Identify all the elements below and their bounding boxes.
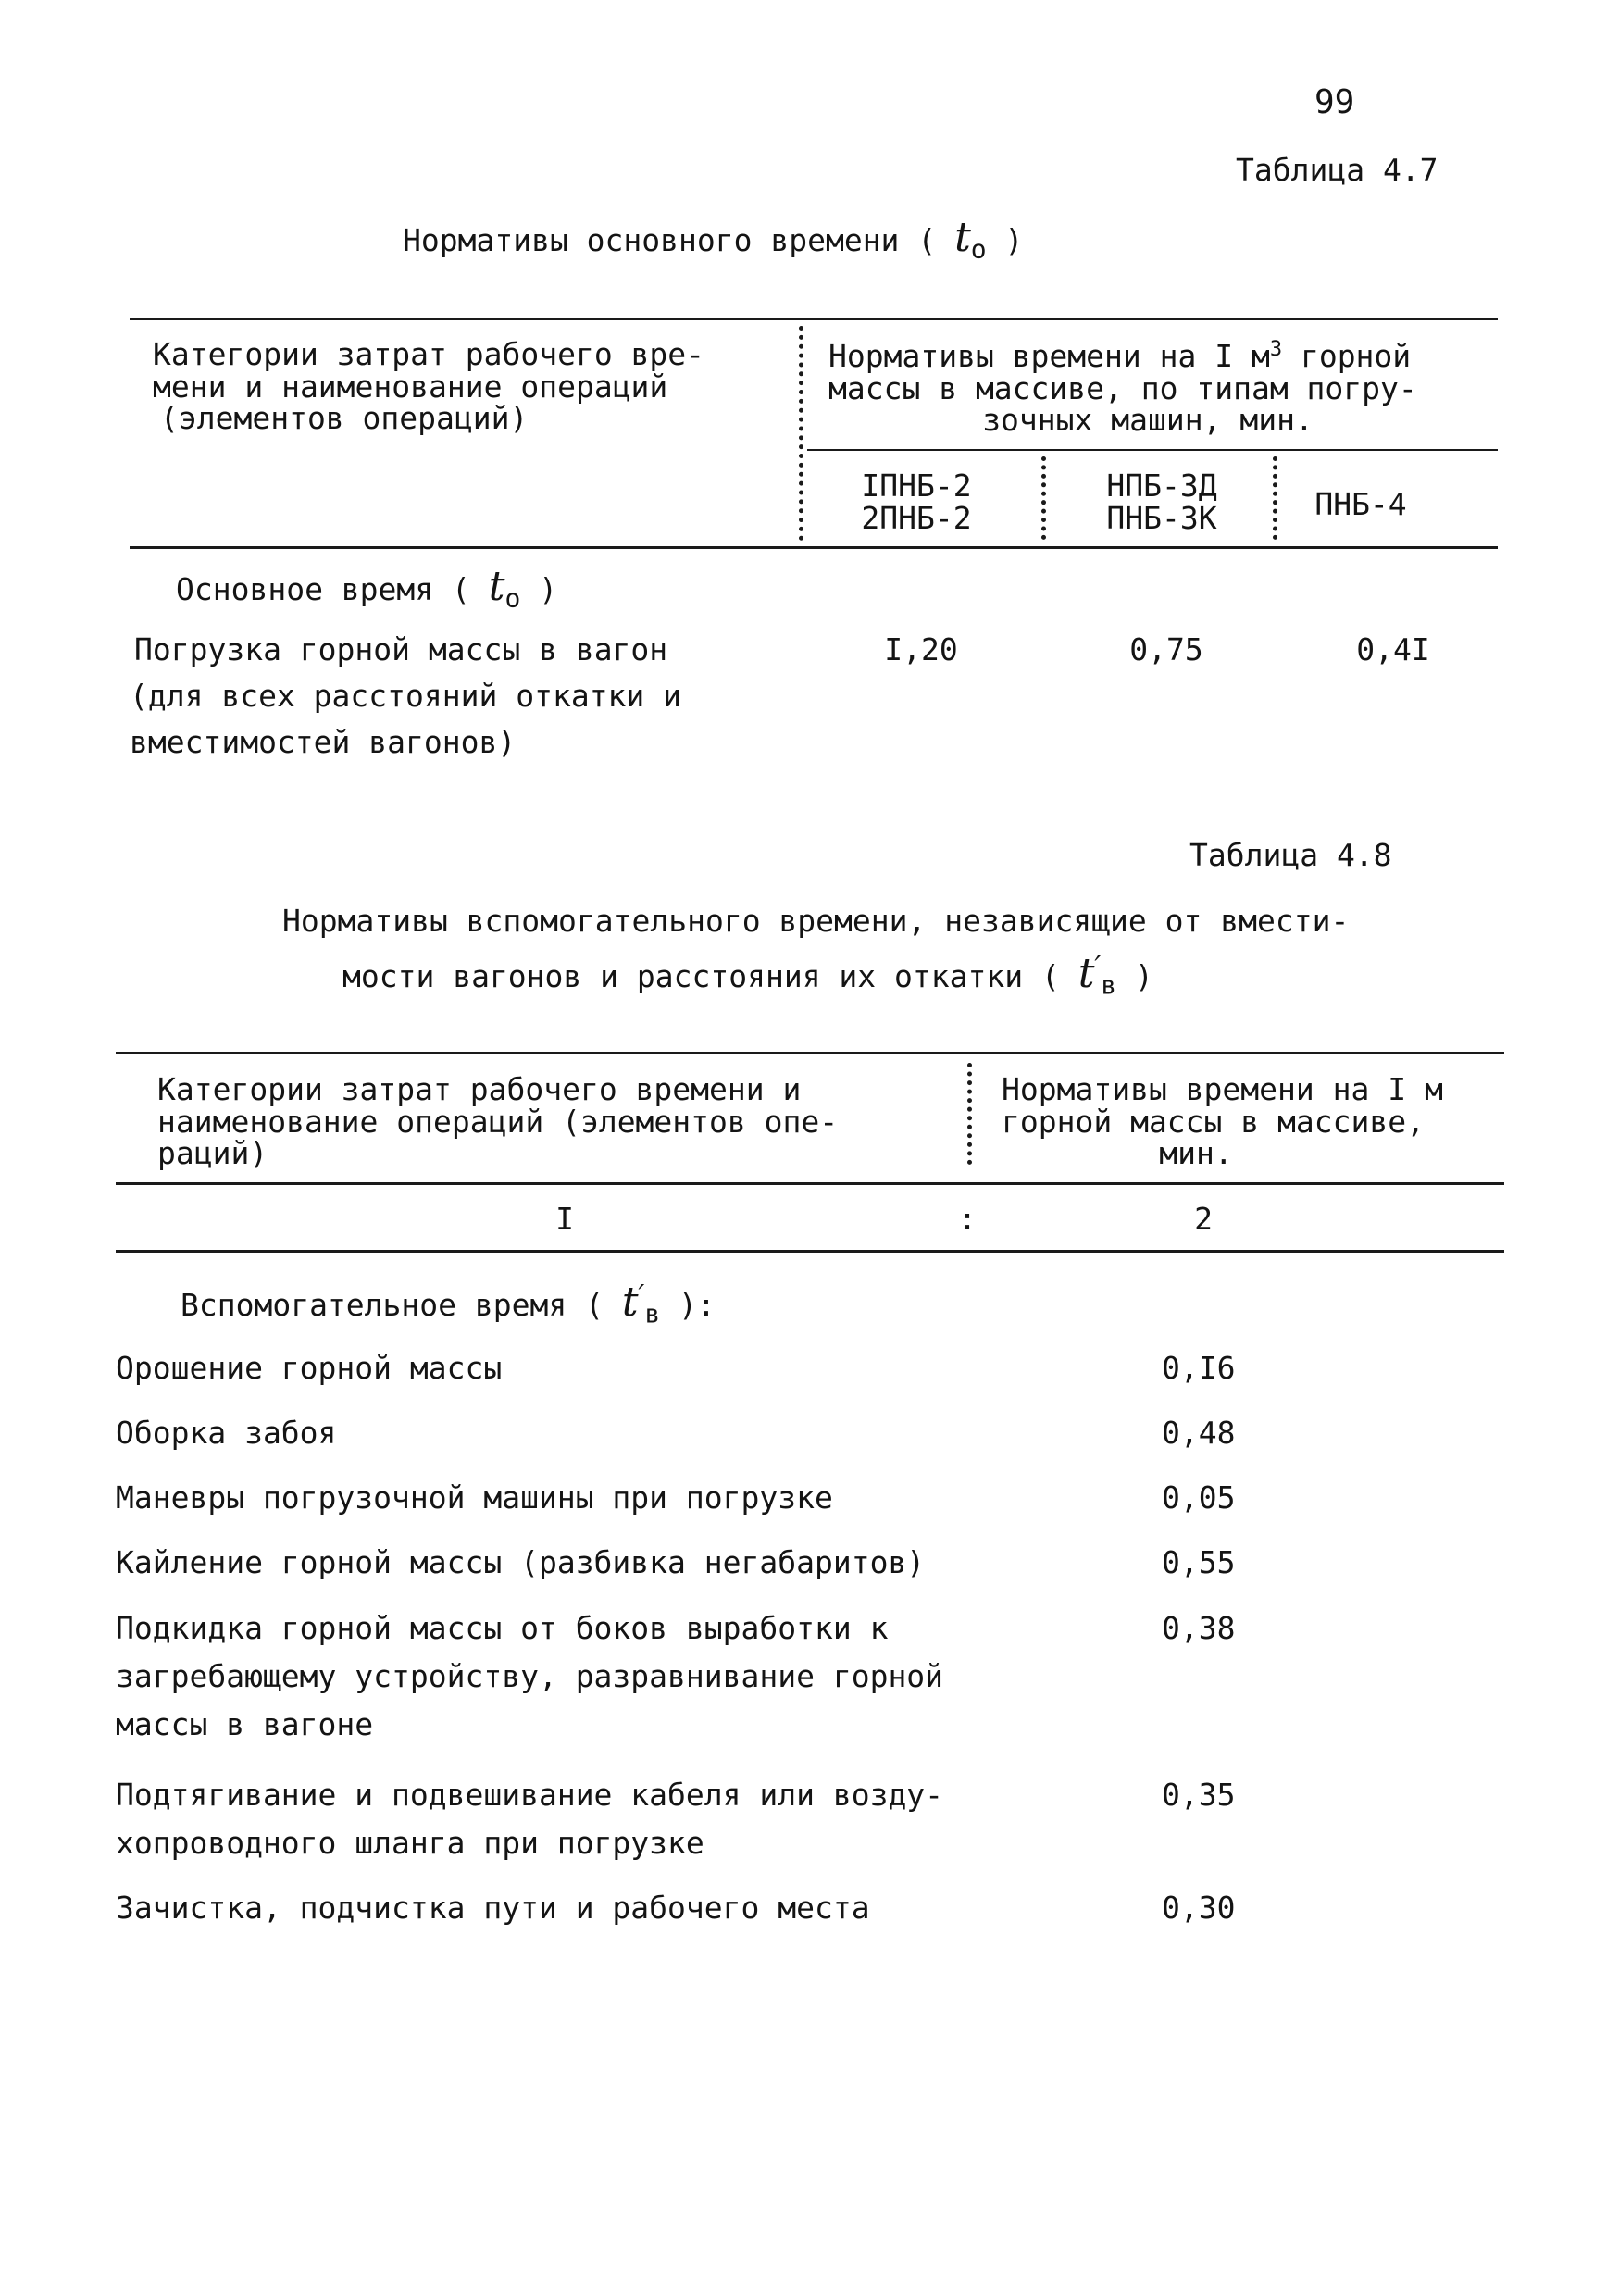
page-number: 99 [1314,83,1355,121]
table-4-8-number-rule [116,1250,1504,1253]
header-right-line-text: Нормативы времени на I м [828,338,1270,374]
label-open-paren: ( [452,571,489,607]
title-line2-text: мости вагонов и расстояния их откатки [342,958,1024,994]
row-label-line: Подкидка горной массы от боков выработки к [116,1610,889,1646]
section-label-text: Основное время [176,571,434,607]
table-4-8-header-left [157,1071,972,1172]
row-value: 0,35 [1162,1777,1236,1813]
table-4-8-title-line2 [342,950,1153,1001]
machine-name: 2ПНБ-2 [861,499,972,536]
table-4-8-row [116,1540,925,1586]
header-right-line: Нормативы времени на I м [1002,1071,1443,1107]
label-close-paren: ) [520,571,558,607]
table-4-7-row-label [130,627,681,766]
machine-name: ПНБ-3К [1106,499,1217,536]
header-left-line: Категории затрат рабочего вре- [153,336,705,372]
machine-column-1 [838,470,995,534]
row-label-line: Погрузка горной массы в вагон [134,631,668,668]
machine-divider-1 [1041,456,1046,540]
table-4-7-section-label [176,563,558,614]
title-open-paren: ( [1040,958,1078,994]
row-value: 0,55 [1162,1544,1236,1580]
header-right-tail: горной [1300,338,1412,374]
header-right-line: зочных машин, мин. [982,402,1314,439]
machine-name: НПБ-3Д [1106,468,1217,504]
row-value: 0,I6 [1162,1350,1236,1386]
row-value: 0,05 [1162,1479,1236,1516]
machine-column-3 [1301,486,1421,522]
header-right-line: горной массы в массиве, [1002,1103,1425,1140]
table-4-8-caption: Таблица 4.8 [1189,837,1392,873]
table-4-8-header-right [1002,1071,1501,1172]
column-number-separator: : [958,1201,977,1237]
time-symbol: t [621,1279,639,1326]
table-4-8-row [116,1771,943,1867]
table-4-7-title-text: Нормативы основного времени [403,222,900,258]
row-value: 0,30 [1162,1890,1236,1926]
time-symbol: t [488,563,505,610]
superscript-3: 3 [1269,338,1283,361]
table-4-8-row [116,1475,833,1521]
time-symbol-prime: ′ [638,1279,645,1312]
table-4-7-top-rule [130,318,1498,320]
time-symbol-sub: о [970,233,987,265]
table-4-8-section-label [181,1279,716,1329]
column-number-2: 2 [1194,1201,1213,1237]
column-number-1: I [555,1201,574,1237]
label-open-paren: ( [585,1287,622,1323]
table-4-8-top-rule [116,1052,1504,1054]
table-4-8-row [116,1884,870,1932]
header-left-line: наименование операций (элементов опе- [157,1103,839,1140]
header-right-line: мин. [1159,1135,1233,1172]
title-close-paren: ) [986,222,1024,258]
row-value: 0,38 [1162,1610,1236,1646]
table-4-7-header-bottom-rule [130,546,1498,549]
row-label-line: загребающему устройству, разравнивание горной [116,1658,944,1694]
table-4-7-title [403,214,1024,265]
row-label-line: Подтягивание и подвешивание кабеля или возду- [116,1777,944,1813]
header-right-line [828,339,1495,373]
row-label-line: Орошение горной массы [116,1350,503,1386]
header-right-line: массы в массиве, по типам погру- [828,369,1417,406]
table-4-8-row [116,1345,502,1391]
title-open-paren: ( [917,222,955,258]
row-label-line: Зачистка, подчистка пути и рабочего места [116,1890,870,1926]
label-close-paren: ): [660,1287,716,1323]
value-pnb4: 0,4I [1356,631,1430,668]
title-close-paren: ) [1116,958,1153,994]
machine-name: ПНБ-4 [1314,486,1407,522]
row-value: 0,48 [1162,1415,1236,1451]
section-label-text: Вспомогательное время [181,1287,567,1323]
time-symbol-prime: ′ [1094,951,1102,983]
time-symbol: t [1077,950,1095,997]
table-4-8-row [116,1604,943,1749]
table-4-7-caption: Таблица 4.7 [1236,152,1438,188]
table-4-7-col-divider [799,326,803,541]
row-label-line: Оборка забоя [116,1415,337,1451]
header-left-line: мени и наименование операций [153,368,668,405]
header-left-line: раций) [157,1135,268,1172]
table-4-8-title-line1: Нормативы вспомогательного времени, независящие от вмести- [282,903,1350,939]
row-label-line: хопроводного шланга при погрузке [116,1825,704,1861]
machine-name: IПНБ-2 [861,468,972,504]
header-left-line: (элементов операций) [160,400,529,437]
time-symbol: t [954,214,971,261]
row-label-line: (для всех расстояний откатки и [130,678,682,714]
machine-column-2 [1083,470,1240,534]
row-label-line: Кайление горной массы (разбивка негабаритов) [116,1544,926,1580]
row-label-line: вместимостей вагонов) [130,724,517,760]
table-4-7-header-right [828,339,1495,437]
time-symbol-sub: о [504,582,521,614]
value-npb3d: 0,75 [1129,631,1203,668]
table-4-7-sub-rule [807,449,1498,451]
table-4-7-header-left [153,336,782,437]
row-label-line: массы в вагоне [116,1706,374,1742]
time-symbol-sub: в [644,1298,661,1329]
table-4-8-col-divider [967,1063,972,1165]
header-left-line: Категории затрат рабочего времени и [157,1071,802,1107]
time-symbol-sub: в [1101,969,1117,1001]
table-4-8-header-rule [116,1182,1504,1185]
machine-divider-2 [1273,456,1277,540]
value-ipnb2: I,20 [884,631,958,668]
row-label-line: Маневры погрузочной машины при погрузке [116,1479,833,1516]
table-4-8-row [116,1410,336,1456]
